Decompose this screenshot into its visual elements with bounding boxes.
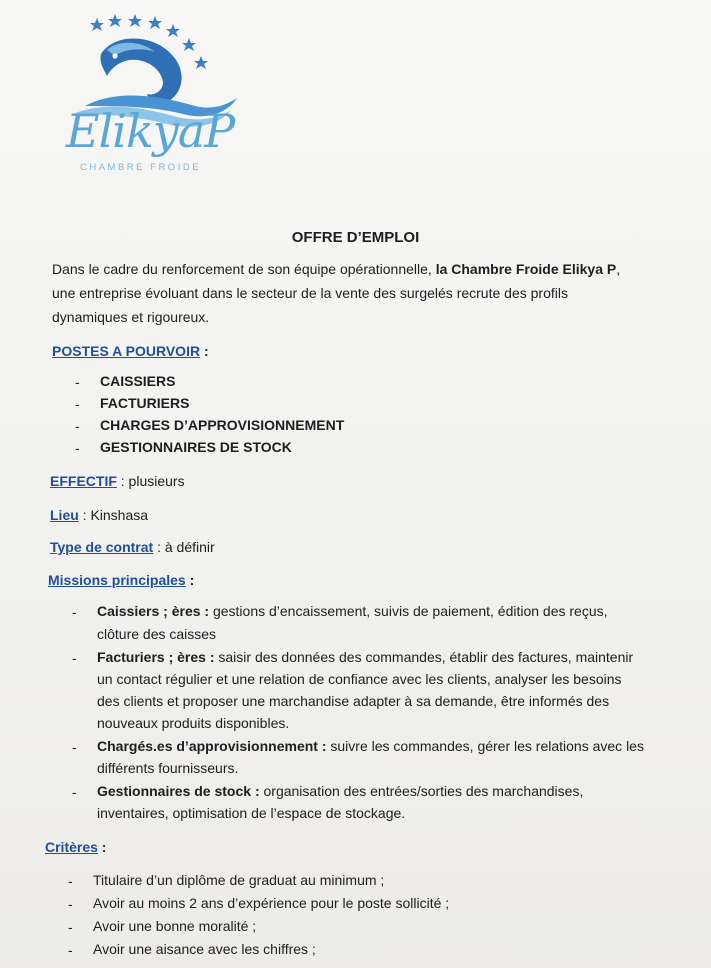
bullet-dash: - bbox=[75, 374, 80, 390]
bullet-dash: - bbox=[72, 784, 77, 800]
logo-subtitle: CHAMBRE FROIDE bbox=[80, 162, 202, 173]
bullet-dash: - bbox=[72, 650, 77, 666]
mission-approvisionnement-cont: différents fournisseurs. bbox=[97, 760, 239, 776]
page-title: OFFRE D’EMPLOI bbox=[291, 229, 420, 246]
critere-item: Titulaire d’un diplôme de graduat au minimum ; bbox=[93, 872, 385, 888]
bullet-dash: - bbox=[68, 942, 73, 958]
missions-heading: Missions principales : bbox=[48, 572, 195, 588]
bullet-dash: - bbox=[75, 440, 80, 456]
mission-stock: Gestionnaires de stock : organisation des entrées/sorties des marchandises, bbox=[97, 783, 584, 799]
intro-line-2: une entreprise évoluant dans le secteur de la vente des surgelés recrute des profils bbox=[52, 285, 568, 301]
mission-approvisionnement: Chargés.es d’approvisionnement : suivre les commandes, gérer les relations avec les bbox=[97, 738, 644, 754]
mission-facturiers-cont: un contact régulier et une relation de confiance avec les clients, analyser les besoins bbox=[97, 671, 622, 687]
logo-wordmark: ElikyaP bbox=[66, 104, 235, 158]
effectif-line: EFFECTIF : plusieurs bbox=[50, 473, 185, 489]
critere-item: Avoir une bonne moralité ; bbox=[93, 918, 257, 934]
poste-item: FACTURIERS bbox=[100, 395, 190, 411]
bullet-dash: - bbox=[75, 418, 80, 434]
bullet-dash: - bbox=[68, 873, 73, 889]
mission-facturiers: Facturiers ; ères : saisir des données des commandes, établir des factures, maintenir bbox=[97, 649, 634, 665]
mission-caissiers-cont: clôture des caisses bbox=[97, 626, 217, 642]
lieu-line: Lieu : Kinshasa bbox=[50, 507, 149, 523]
bullet-dash: - bbox=[72, 604, 77, 620]
poste-item: GESTIONNAIRES DE STOCK bbox=[100, 439, 292, 455]
bullet-dash: - bbox=[75, 396, 80, 412]
bullet-dash: - bbox=[68, 896, 73, 912]
critere-item: Avoir une aisance avec les chiffres ; bbox=[93, 941, 316, 957]
critere-item: Avoir au moins 2 ans d’expérience pour le poste sollicité ; bbox=[93, 895, 450, 911]
contrat-line: Type de contrat : à définir bbox=[50, 539, 215, 555]
mission-facturiers-cont: nouveaux produits disponibles. bbox=[97, 715, 290, 731]
criteres-heading: Critères : bbox=[45, 839, 107, 855]
postes-heading: POSTES A POURVOIR : bbox=[52, 343, 209, 359]
intro-line-3: dynamiques et rigoureux. bbox=[52, 309, 210, 325]
mission-caissiers: Caissiers ; ères : gestions d’encaissement, suivis de paiement, édition des reçus, bbox=[97, 603, 608, 619]
poste-item: CAISSIERS bbox=[100, 373, 176, 389]
intro-line-1: Dans le cadre du renforcement de son équipe opérationnelle, la Chambre Froide Elikya P, bbox=[52, 261, 621, 277]
mission-stock-cont: inventaires, optimisation de l’espace de stockage. bbox=[97, 805, 406, 821]
mission-facturiers-cont: des clients et proposer une marchandise adapter à sa demande, être informés des bbox=[97, 693, 610, 709]
bullet-dash: - bbox=[68, 919, 73, 935]
poste-item: CHARGES D’APPROVISIONNEMENT bbox=[100, 417, 345, 433]
bullet-dash: - bbox=[72, 739, 77, 755]
